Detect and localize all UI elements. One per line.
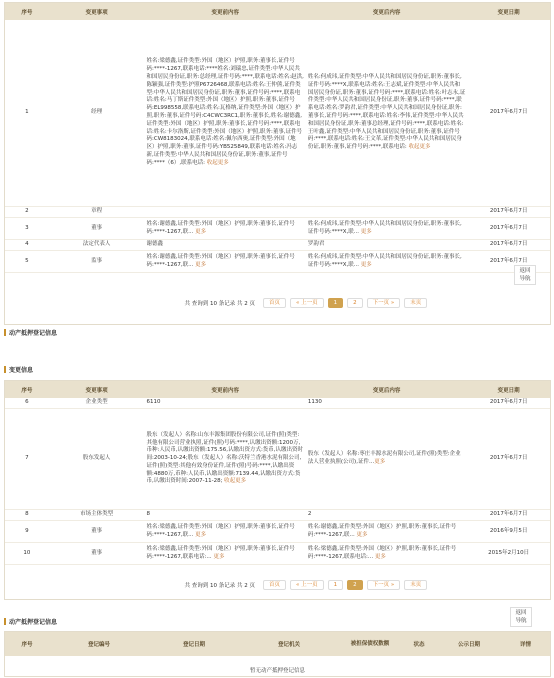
next-page-button[interactable]: 下一页 » <box>367 580 401 590</box>
more-link[interactable]: 更多 <box>213 553 225 560</box>
row-seq: 2 <box>25 208 29 215</box>
row-seq: 4 <box>25 241 29 248</box>
row-after <box>306 523 467 541</box>
row-item: 企业类型 <box>85 399 108 406</box>
row-before <box>145 211 306 213</box>
before-text: 姓名:谢德鑫,证件类型:外国（地区）护照,职务:董事长,证件号码:****-1267,联... <box>146 253 295 268</box>
row-date: 2015年2月10日 <box>488 549 530 556</box>
col-date: 变更日期 <box>497 387 520 394</box>
change-table-page2 <box>4 380 551 600</box>
row-after: 罗韵君 <box>307 241 325 248</box>
table-header <box>5 3 550 20</box>
row-after <box>306 220 467 238</box>
row-item: 股东发起人 <box>82 455 111 462</box>
page-1-button[interactable]: 1 <box>328 298 344 308</box>
pager-info: 共 查询到 10 条记录 共 2 页 <box>184 583 255 589</box>
row-after <box>306 545 467 563</box>
back-top-nav-button[interactable] <box>510 607 532 627</box>
col-seq: 序号 <box>21 387 33 394</box>
col-item: 变更事项 <box>85 387 108 394</box>
pagination <box>5 577 550 593</box>
col-before: 变更前内容 <box>211 9 239 16</box>
col-reg-authority: 登记机关 <box>277 642 300 648</box>
chattel-table <box>4 631 551 677</box>
row-seq: 5 <box>25 257 29 264</box>
row-before <box>145 220 306 238</box>
row-before <box>145 253 306 271</box>
col-detail: 详情 <box>519 642 531 648</box>
after-text: 姓名:梁德鑫,证件类型:外国（地区）护照,职务:董事长,证件号码:****-1267,联系电话:... <box>307 545 457 560</box>
row-before <box>145 57 306 168</box>
prev-page-button[interactable]: « 上一页 <box>290 580 324 590</box>
row-date: 2017年6月7日 <box>489 224 528 231</box>
row-item: 监事 <box>91 257 103 264</box>
row-date: 2017年6月7日 <box>489 399 528 406</box>
col-reg-no: 登记编号 <box>87 642 110 648</box>
next-page-button[interactable]: 下一页 » <box>367 298 401 308</box>
row-seq: 7 <box>25 455 29 462</box>
row-date: 2017年6月7日 <box>489 257 528 264</box>
table-row <box>5 240 550 251</box>
row-date: 2016年9月5日 <box>489 527 528 534</box>
col-seq: 序号 <box>21 642 33 648</box>
chattel-section-title <box>4 617 57 626</box>
more-link[interactable]: 更多 <box>195 531 207 538</box>
nav-label: 导航 <box>515 618 527 624</box>
nav-label: 导航 <box>519 276 531 282</box>
back-top-label: 返回 <box>519 268 531 274</box>
col-secured-amount: 被担保债权数额 <box>350 641 390 647</box>
table-row <box>5 398 550 409</box>
table-row <box>5 251 550 273</box>
collapse-link[interactable]: 收起更多 <box>224 478 247 485</box>
before-text: 姓名:梁德鑫,证件类型:外国（地区）护照,职务:董事长,证件号码:****-1267,联系电话:****姓名:刘瑞忠,证件类型:中华人民共和国居民身份证,职务:总经理,证件号码:****,联系电话:姓名:赵洪,陈颖强,证件类型:护照P6726468,联系电话:姓名:王仲熊,证件类型:中华人民共和国居民身份证,职务:董事,证件号码:****,联系电话:姓名:马丁斯证件类型:外国（地区）护照,职务:董事,证件号码:EL998558,联系电话:姓名:瓦格纳,证件类型:外国（地区）护照,职务:董事,证件号码:C4CWC3RC1,职务:董事长,姓名:谢德鑫,证件类型:外国（地区）护照,职务:董事长,证件号码:****,联系电话:姓名:卡尔洛斯,证件类型:外国（地区）护照,职务:董事,证件号码:CW8183024,联系电话:姓名:佩尔西奥,证件类型:外国（地区）护照,职务:董事,证件号码:YB525849,联系电话:姓名:冯志新,证件类型:中华人民共和国居民身份证,职务:董事,证件号码:****（6）,联系电话: <box>146 58 304 166</box>
col-status: 状态 <box>413 642 425 648</box>
row-seq: 10 <box>23 549 31 556</box>
collapse-link[interactable]: 收起更多 <box>206 159 229 166</box>
col-date: 变更日期 <box>497 9 520 16</box>
row-seq: 3 <box>25 224 29 231</box>
pagination <box>5 295 550 311</box>
row-after <box>306 211 467 213</box>
table-row <box>5 543 550 565</box>
back-top-label: 返回 <box>515 610 527 616</box>
page-1-button[interactable]: 1 <box>328 580 344 590</box>
row-item: 经理 <box>91 109 103 116</box>
first-page-button[interactable]: 首页 <box>263 580 286 590</box>
row-item: 董事 <box>91 549 103 556</box>
row-seq: 9 <box>25 527 29 534</box>
prev-page-button[interactable]: « 上一页 <box>290 298 324 308</box>
row-date: 2017年6月7日 <box>489 511 528 518</box>
row-item: 章程 <box>91 208 103 215</box>
row-before: 8 <box>146 511 150 518</box>
section-bar-icon <box>4 329 6 336</box>
row-after <box>306 253 467 271</box>
more-link[interactable]: 更多 <box>360 261 372 268</box>
row-item: 法定代表人 <box>82 241 111 248</box>
more-link[interactable]: 更多 <box>356 531 368 538</box>
col-reg-date: 登记日期 <box>182 642 205 648</box>
row-before <box>145 523 306 541</box>
col-after: 变更后内容 <box>372 387 401 394</box>
table-row <box>5 20 550 207</box>
after-text: 姓名:何成玮,证件类型:中华人民共和国居民身份证,职务:董事长,证件号码:****X,联... <box>307 253 462 268</box>
page-2-button[interactable]: 2 <box>347 298 363 308</box>
collapse-link[interactable]: 收起更多 <box>408 144 431 151</box>
section-bar-icon <box>4 618 6 625</box>
before-text: 姓名:梁德鑫,证件类型:外国（地区）护照,职务:董事长,证件号码:****-1267,联系电话:... <box>146 545 295 560</box>
after-text: 姓名:何成玮,证件类型:中华人民共和国居民身份证,职务:董事长,证件号码:****X,联系电话:姓名:王志斌,证件类型:中华人民共和国居民身份证,职务:董事,证件号码:****,联系电话:姓名:叶志永,证件类型:中华人民共和国居民身份证,职务:董事,证件号码:****,联系电话:姓名:罗韵君,证件类型:中华人民共和国居民身份证,职务:董事长,证件号码:****,联系电话:姓名:李伟,证件类型:中华人民共和国居民身份证,职务:董事总经理,证件号码:****,联系电话:姓名:王叶鑫,证件类型:中华人民共和国居民身份证,职务:董事,证件号码:****,联系电话:姓名:王文革,证件类型:中华人民共和国居民身份证,职务:董事,证件号码:****,联系电话: <box>307 74 466 151</box>
chattel-section-title <box>4 328 57 337</box>
last-page-button[interactable]: 末页 <box>404 580 427 590</box>
row-before: 谢德鑫 <box>146 241 164 248</box>
more-link[interactable]: 更多 <box>374 459 386 465</box>
table-row <box>5 409 550 510</box>
row-after: 1130 <box>307 399 322 406</box>
section-title-text: 动产抵押登记信息 <box>9 330 58 337</box>
before-text: 股东（发起人）名称:山东丰源集团股份有限公司,证件(照)类型:其他有限公司营业执照,证件(照)号码:****,认缴出资额:1200万,币种:人民币,认缴出资额:175.56,认缴出资方式:货币,认缴出资时间:2003-10-24;股东（发起人）名称:沃特兰香港水泥有限公司,证件(照)类型:其他有效身份证件,证件(照)号码:****,认缴出资额:4880万,币种:人民币,认缴出资额:7139.44,认缴出资方式:货币,认缴出资时间:2007-11-28; <box>146 431 304 485</box>
change-section-title <box>4 365 33 374</box>
row-before: 6110 <box>146 399 161 406</box>
page-2-button[interactable]: 2 <box>347 580 363 590</box>
row-item: 市场主体类型 <box>80 511 114 518</box>
last-page-button[interactable]: 末页 <box>404 298 427 308</box>
row-after <box>306 73 467 153</box>
after-text: 姓名:谢德鑫,证件类型:外国（地区）护照,职务:董事长,证件号码:****-1267,联... <box>307 523 457 538</box>
row-before <box>145 431 306 488</box>
before-text: 姓名:谢德鑫,证件类型:外国（地区）护照,职务:董事长,证件号码:****-1267,联... <box>146 220 295 235</box>
first-page-button[interactable]: 首页 <box>263 298 286 308</box>
table-header <box>5 632 550 656</box>
col-item: 变更事项 <box>85 9 108 16</box>
table-row <box>5 218 550 240</box>
after-text: 姓名:何成玮,证件类型:中华人民共和国居民身份证,职务:董事长,证件号码:****X,联... <box>307 220 462 235</box>
more-link[interactable]: 更多 <box>195 228 207 235</box>
table-row <box>5 510 550 521</box>
more-link[interactable]: 更多 <box>374 553 386 560</box>
row-before <box>145 545 306 563</box>
row-after <box>306 450 467 468</box>
before-text: 姓名:梁德鑫,证件类型:外国（地区）护照,职务:董事长,证件号码:****-1267,联... <box>146 523 295 538</box>
back-top-nav-button[interactable] <box>514 265 536 285</box>
row-after: 2 <box>307 511 312 518</box>
row-item: 董事 <box>91 224 103 231</box>
table-header <box>5 381 550 398</box>
col-seq: 序号 <box>21 9 33 16</box>
col-before: 变更前内容 <box>211 387 239 394</box>
row-seq: 1 <box>25 109 29 116</box>
row-date: 2017年6月7日 <box>489 109 528 116</box>
row-date: 2017年6月7日 <box>489 208 528 215</box>
row-date: 2017年6月7日 <box>489 241 528 248</box>
pager-info: 共 查询到 10 条记录 共 2 页 <box>184 301 255 307</box>
empty-message: 暂无动产抵押登记信息 <box>249 668 305 674</box>
row-date: 2017年6月7日 <box>489 455 528 462</box>
more-link[interactable]: 更多 <box>360 228 372 235</box>
section-title-text: 变更信息 <box>9 367 34 374</box>
row-seq: 8 <box>25 511 29 518</box>
section-title-text: 动产抵押登记信息 <box>9 619 58 626</box>
change-table-page1 <box>4 2 551 325</box>
row-item: 董事 <box>91 527 103 534</box>
more-link[interactable]: 更多 <box>195 261 207 268</box>
col-after: 变更后内容 <box>372 9 401 16</box>
row-seq: 6 <box>25 399 29 406</box>
col-publish-date: 公示日期 <box>457 642 480 648</box>
section-bar-icon <box>4 366 6 373</box>
table-row <box>5 521 550 543</box>
table-row <box>5 207 550 218</box>
after-text: 股东（发起人）名称:枣庄丰源水泥有限公司,证件(照)类型:企业法人营业执照(公司),证件... <box>307 451 461 465</box>
